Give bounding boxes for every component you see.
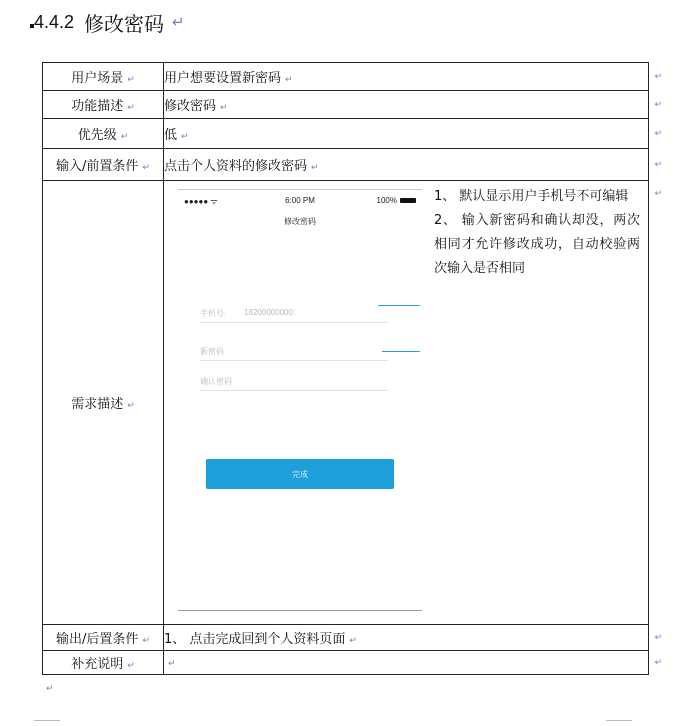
heading-bullet <box>30 24 34 28</box>
phone-number-field <box>200 308 388 323</box>
row-label: 需求描述 ↵ <box>43 181 164 625</box>
battery-indicator <box>377 196 416 205</box>
requirement-text <box>434 185 640 281</box>
section-heading <box>34 6 185 38</box>
new-password-field[interactable]: 新密码 <box>200 346 388 361</box>
signal-icon: ●●●●● ᯤ <box>184 197 218 206</box>
row-label: 补充说明 ↵ <box>43 651 164 675</box>
status-bar <box>184 196 416 208</box>
row-value: 用户想要设置新密码 ↵ ↵ <box>164 63 649 91</box>
table-row <box>43 91 649 119</box>
row-label: 用户场景 ↵ <box>43 63 164 91</box>
row-value: 1、 点击完成回到个人资料页面 ↵ ↵ <box>164 625 649 651</box>
section-title: 修改密码 <box>84 11 165 36</box>
row-label: 输入/前置条件 ↵ <box>43 149 164 181</box>
phone-label: 手机号: <box>200 309 227 318</box>
spec-table <box>42 62 662 675</box>
table-row <box>43 63 649 91</box>
phone-value: 18200000000 <box>244 308 293 317</box>
requirement-item: 2、 输入新密码和确认却没，两次相同才允许修改成功，自动校验两次输入是否相同 <box>434 213 640 276</box>
phone-page-title: 修改密码 <box>284 217 316 226</box>
table-row <box>43 181 649 625</box>
accent-underline <box>382 351 420 352</box>
table-row <box>43 651 649 675</box>
row-label: 功能描述 ↵ <box>43 91 164 119</box>
paragraph-mark-icon: ↵ <box>172 13 185 31</box>
confirm-password-field[interactable]: 确认密码 <box>200 376 388 391</box>
table-row <box>43 625 649 651</box>
page-corner-mark <box>606 720 632 721</box>
accent-underline <box>378 305 420 306</box>
status-time: 6:00 PM <box>285 196 315 205</box>
row-value: 修改密码 ↵ ↵ <box>164 91 649 119</box>
row-value: 点击个人资料的修改密码 ↵ ↵ <box>164 149 649 181</box>
table-row <box>43 119 649 149</box>
requirement-cell <box>164 181 662 625</box>
row-value: 低 ↵ ↵ <box>164 119 649 149</box>
requirement-item: 1、 默认显示用户手机号不可编辑 <box>434 189 629 204</box>
paragraph-mark-icon: ↵ <box>654 189 662 199</box>
paragraph-mark-icon: ↵ <box>46 684 54 694</box>
phone-mockup <box>178 189 422 611</box>
done-button[interactable]: 完成 <box>206 459 394 489</box>
battery-percent: 100% <box>376 196 397 205</box>
row-value: ↵ ↵ <box>164 651 649 675</box>
row-label: 优先级 ↵ <box>43 119 164 149</box>
table-row <box>43 149 649 181</box>
section-number: 4.4.2 <box>34 11 75 32</box>
row-label: 输出/后置条件 ↵ <box>43 625 164 651</box>
battery-icon <box>400 198 416 203</box>
page-corner-mark <box>34 720 60 721</box>
